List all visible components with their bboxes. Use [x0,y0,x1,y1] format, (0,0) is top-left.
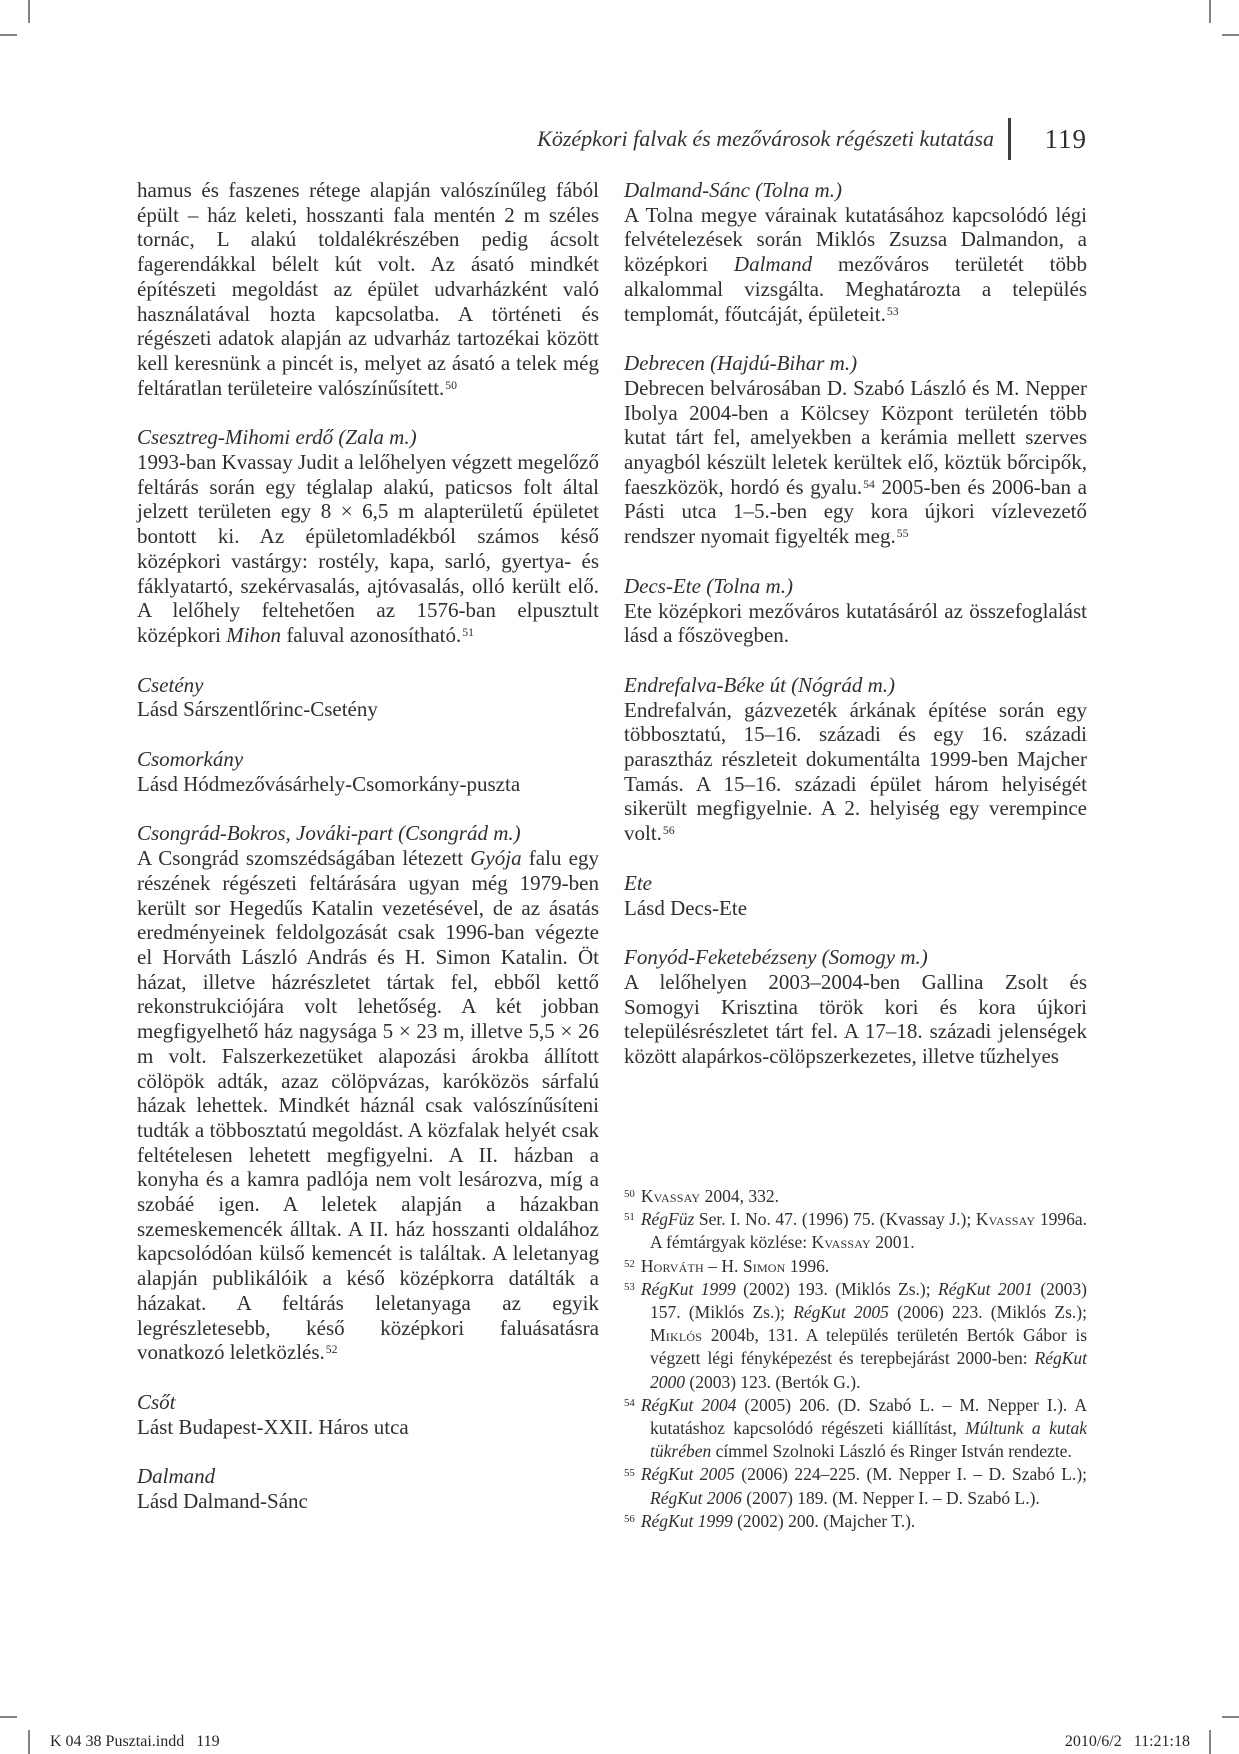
footnote-item [624,1510,1087,1533]
text-run: Lásd Hódmezővásárhely-Csomorkány-puszta [137,771,521,796]
text-run: mezőváros területét több alkalommal vizsgálta. Meghatározta a település templomát, főutcáját, épületeit. [624,252,1087,326]
text-run: Ser. I. No. 47. (1996) 75. (Kvassay J.); [694,1209,976,1230]
text-run: 2001. [870,1232,915,1253]
italic-text: RégKut 2000 [650,1348,1087,1392]
text-run: 1996. [785,1255,830,1276]
footnote-ref: 50 [445,378,458,392]
text-run: (2005) 206. (D. Szabó L. – M. Nepper I.). A kutatáshoz kapcsolódó régészeti kiállítást, [650,1394,1087,1439]
entry-heading: Debrecen (Hajdú-Bihar m.) [624,351,858,376]
text-run: (2006) 223. (Miklós Zs.); [888,1302,1087,1323]
gazetteer-entry [137,747,599,796]
footnote-item [624,1185,1087,1208]
text-run: (2002) 193. (Miklós Zs.); [735,1278,939,1299]
gazetteer-entry [137,1390,599,1439]
footnote-number: 56 [624,1512,635,1525]
entry-paragraph [624,203,1087,327]
italic-text: Gyója [470,846,522,871]
footnote-number: 52 [624,1257,635,1270]
entry-heading: Csomorkány [137,747,244,772]
crop-mark-bottom-right-horizontal [1222,1716,1239,1718]
text-run: Lást Budapest-XXII. Háros utca [137,1414,409,1439]
running-header-title: Középkori falvak és mezővárosok régészeti kutatása [537,126,994,151]
footnote-number: 55 [624,1466,635,1479]
gazetteer-entry [624,351,1087,549]
footnote-ref: 53 [886,304,899,318]
crop-mark-top-left-horizontal [0,34,17,36]
entry-heading: Csongrád-Bokros, Jováki-part (Csongrád m.) [137,821,521,846]
footnote-number: 54 [624,1396,635,1409]
text-run: – H. [703,1255,743,1276]
crop-mark-top-right-horizontal [1222,34,1239,36]
right-text-column [624,178,1088,1531]
italic-text: RégKut 2006 [650,1487,742,1508]
entry-paragraph [137,1489,599,1514]
italic-text: Mihon [226,622,282,647]
crop-mark-bottom-left-vertical [28,1730,30,1754]
text-run: 2005-ben és 2006-ban a Pásti utca 1–5.-ben egy kora újkori vízlevezető rendszer nyomait figyelték meg. [624,474,1087,549]
entry-heading: Dalmand-Sánc (Tolna m.) [624,178,842,202]
text-run: Debrecen belvárosában D. Szabó László és M. Nepper Ibolya 2004-ben a Kölcsey Központ területén több kutat tárt fel, amelyekben a kerámia mellett szerves anyagból készült leletek kerültek elő, köztük bőrcipők, faeszközök, hordó és gyalu. [624,375,1087,499]
italic-text: RégKut 2004 [640,1394,737,1415]
text-run: Lásd Sárszentlőrinc-Csetény [137,697,378,722]
text-run: faluval azonosítható. [281,622,462,647]
entry-paragraph [624,896,1087,921]
entry-paragraph [624,698,1087,846]
gazetteer-entry [137,821,599,1364]
footer-timestamp: 2010/6/2 11:21:18 [1064,1733,1190,1750]
text-run: falu egy részének régészeti feltárására ugyan még 1979-ben került sor Hegedűs Katalin vezetésével, de az ásatás eredményeinek feldolgozását csak 1996-ban végezte el Horváth László András és H. Simon Katalin. Öt házat, illetve házrészletet tártak fel, ebből kettő rekonstrukciójára volt lehetőség. A két jobban megfigyelhető ház nagysága 5 × 23 m, illetve 5,5 × 26 m volt. Falszerkezetüket alapozási árokba állított cölöpök adták, azaz cölöpvázas, karóközös sárfalú házak lehettek. Mindkét háznál csak valószínűsíteni tudták a többosztatú megoldást. A közfalak helyét csak feltételesen lehetett megfigyelni. A II. házban a konyha és a kamra padlója nem volt lesározva, míg a szobáé igen. A leletek alapján a házakban szemeskemencék álltak. A II. ház hosszanti oldalához kapcsolódóan külső kemencét is találtak. A leletanyag alapján publikálóik a késő középkorra datálták a házakat. A feltárás leletanyaga az egyik legrészletesebb, késő középkori faluásatásra vonatkozó leletközlés. [137,846,599,1365]
crop-mark-bottom-left-horizontal [0,1716,17,1718]
text-run: (2003) 123. (Bertók G.). [685,1371,861,1392]
footnote-item [624,1255,1087,1278]
entry-paragraph [624,970,1087,1069]
text-run: 2004b, 131. A település területén Bertók Gábor is végzett légi fényképezést és terepbejárást 2000-ben: [650,1325,1087,1369]
entry-heading: Csetény [137,672,204,697]
entry-paragraph [137,846,599,1365]
italic-text: RégKut 2005 [640,1464,735,1485]
gazetteer-entry [624,574,1087,648]
left-text-column [137,178,599,1514]
entry-paragraph [137,772,599,797]
text-run: A Csongrád szomszédságában létezett [137,846,471,871]
crop-mark-bottom-right-vertical [1209,1730,1211,1754]
text-run: hamus és faszenes rétege alapján valószínűleg fából épült – ház keleti, hosszanti fala mentén 2 m széles tornác, L alakú toldalékrészében pedig ácsolt fagerendákkal bélelt kút volt. Az ásató mindkét építészeti megoldást az épület udvarházként való használatával hozta kapcsolatba. A történeti és régészeti adatok alapján az udvarház tartozékai között kell keresnünk a pincét is, melyet az ásató a telek még feltáratlan területeire valószínűsített. [137,178,599,400]
running-header [537,118,1087,160]
smallcaps-name: Simon [742,1255,786,1276]
gazetteer-entry [624,178,1087,326]
footnote-item [624,1278,1087,1394]
header-divider-rule [1008,118,1011,160]
smallcaps-name: Horváth [640,1255,704,1276]
entry-heading: Csesztreg-Mihomi erdő (Zala m.) [137,425,417,450]
gazetteer-entry [137,673,599,722]
text-run: Lásd Dalmand-Sánc [137,1489,308,1514]
entry-heading: Fonyód-Feketebézseny (Somogy m.) [624,945,928,970]
footnote-number: 53 [624,1280,635,1293]
text-run: 2004, 332. [700,1186,779,1206]
italic-text: RégKut 2005 [793,1302,889,1323]
text-run: A Tolna megye várainak kutatásához kapcsolódó légi felvételezések során Miklós Zsuzsa Dalmandon, a középkori [624,202,1087,277]
smallcaps-name: Kvassay [640,1186,701,1206]
footnote-item [624,1208,1087,1254]
footnote-ref: 51 [462,626,475,640]
entry-paragraph [137,697,599,722]
footer-filename: K 04 38 Pusztai.indd 119 [50,1733,220,1750]
gazetteer-entry [624,673,1087,846]
italic-text: Múltunk a kutak tükrében [650,1418,1087,1462]
crop-mark-top-right-vertical [1209,0,1211,23]
text-run: 1993-ban Kvassay Judit a lelőhelyen végzett megelőző feltárás során egy téglalap alakú, paticsos folt által jelzett területen egy 8 × 6,5 m alapterületű épületet bontott ki. Az épületomladékból számos késő középkori vastárgy: rostély, kapa, sarló, gyertya- és fáklyatartó, szekérvasalás, ajtóvasalás, olló került elő. A lelőhely feltehetően az 1576-ban elpusztult középkori [137,450,599,647]
entry-paragraph [137,450,599,648]
crop-mark-top-left-vertical [28,0,30,23]
text-run: címmel Szolnoki László és Ringer István rendezte. [711,1441,1072,1462]
gazetteer-entry [624,871,1087,920]
gazetteer-entry [137,178,599,400]
footnote-ref: 52 [325,1343,338,1357]
text-run: A lelőhelyen 2003–2004-ben Gallina Zsolt és Somogyi Krisztina török kori és kora újkori településrészletet tárt fel. A 17–18. századi jelenségek között alapárkos-cölöpszerkezetes, illetve tűzhelyes [624,969,1087,1069]
entry-heading: Endrefalva-Béke út (Nógrád m.) [624,672,895,697]
entry-paragraph [624,376,1087,549]
smallcaps-name: Kvassay [975,1209,1036,1230]
text-run: Lásd Decs-Ete [624,895,748,920]
italic-text: RégFüz [640,1209,695,1230]
italic-text: RégKut 1999 [640,1510,733,1531]
text-run: Ete középkori mezőváros kutatásáról az összefoglalást lásd a főszövegben. [624,598,1087,648]
entry-paragraph [137,178,599,400]
text-run: (2003) 157. (Miklós Zs.); [650,1278,1087,1323]
footnote-ref: 55 [896,527,909,541]
text-run: Endrefalván, gázvezeték árkának építése során egy többosztatú, 15–16. századi és egy 16. századi parasztház részleteit dokumentálta 1999-ben Majcher Tamás. A 15–16. századi épület három helyiségét sikerült megfigyelnie. A 2. helyiség egy verempince volt. [624,697,1087,846]
footnotes-block [624,1185,1087,1533]
text-run: (2007) 189. (M. Nepper I. – D. Szabó L.). [741,1487,1040,1508]
smallcaps-name: Kvassay [811,1232,871,1253]
footnote-number: 50 [624,1188,635,1201]
gazetteer-entry [137,1464,599,1513]
italic-text: RégKut 2001 [938,1278,1033,1299]
entry-heading: Csőt [137,1389,176,1414]
italic-text: RégKut 1999 [640,1278,736,1299]
footnote-item [624,1394,1087,1464]
entry-heading: Ete [624,870,652,895]
entry-paragraph [624,599,1087,648]
text-run: 1996a. A fémtárgyak közlése: [650,1209,1087,1253]
text-run: (2002) 200. (Majcher T.). [732,1510,916,1531]
footnote-ref: 54 [863,477,875,491]
italic-text: Dalmand [733,252,813,277]
entry-heading: Decs-Ete (Tolna m.) [624,573,793,598]
page-number: 119 [1044,123,1087,154]
smallcaps-name: Miklós [650,1325,703,1346]
gazetteer-entry [137,425,599,647]
footnote-number: 51 [624,1211,635,1224]
text-run: (2006) 224–225. (M. Nepper I. – D. Szabó L.); [734,1464,1088,1485]
footnote-ref: 56 [662,824,675,838]
entry-paragraph [137,1415,599,1440]
footnote-item [624,1463,1087,1509]
entry-heading: Dalmand [137,1464,216,1489]
gazetteer-entry [624,945,1087,1069]
